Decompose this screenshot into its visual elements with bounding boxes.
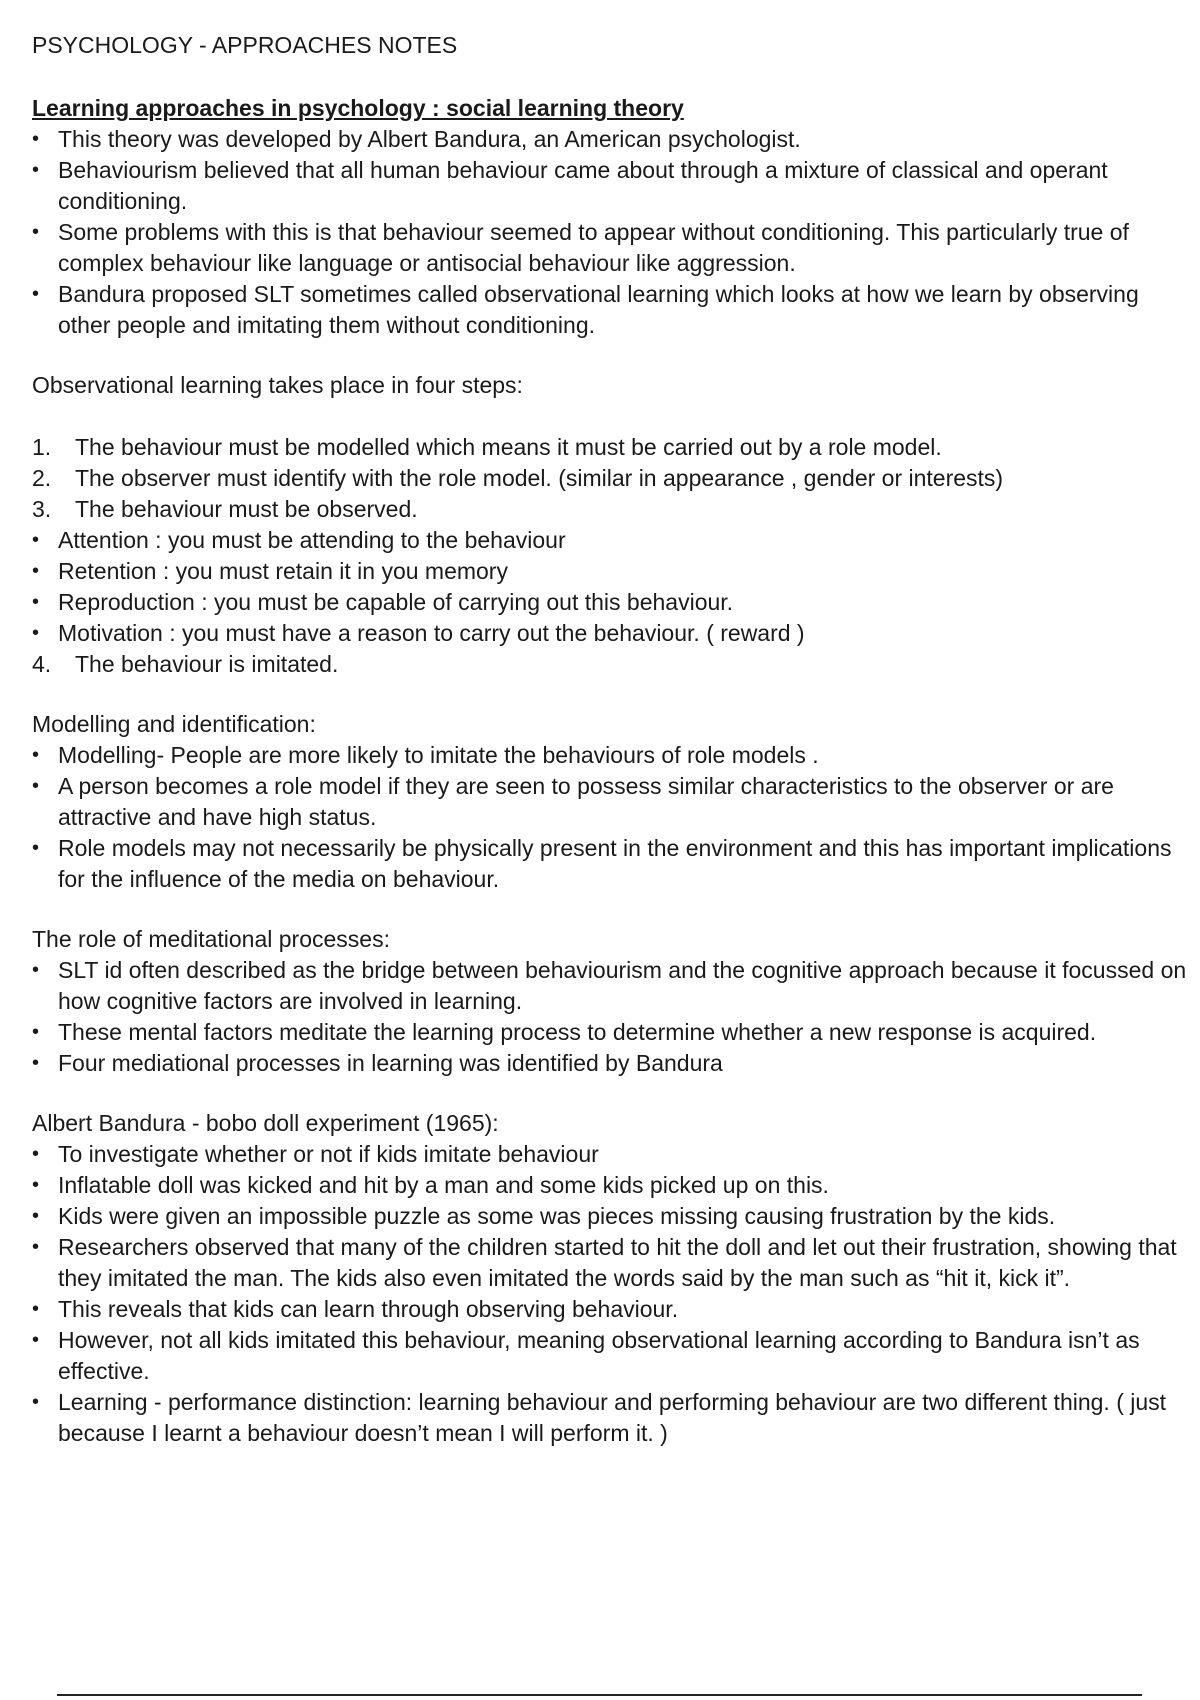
- list-item: • Motivation : you must have a reason to carry out the behaviour. ( reward ): [32, 618, 1192, 649]
- list-item: • Researchers observed that many of the children started to hit the doll and let out their frustration, showing that they imitated the man. The kids also even imitated the words said by the man such as “hit it, kick it”.: [32, 1232, 1192, 1294]
- step-number: 1.: [32, 434, 52, 460]
- document-title: PSYCHOLOGY - APPROACHES NOTES: [32, 32, 458, 58]
- intro-list: [32, 124, 1192, 341]
- step-text: The behaviour must be observed.: [75, 496, 418, 522]
- bobo-label: Albert Bandura - bobo doll experiment (1965):: [32, 1110, 499, 1136]
- list-item: • A person becomes a role model if they are seen to possess similar characteristics to the observer or are attractive and have high status.: [32, 771, 1192, 833]
- list-item: • Some problems with this is that behaviour seemed to appear without conditioning. This particularly true of complex behaviour like language or antisocial behaviour like aggression.: [32, 217, 1192, 279]
- list-item: • Kids were given an impossible puzzle as some was pieces missing causing frustration by the kids.: [32, 1201, 1192, 1232]
- list-item: • Inflatable doll was kicked and hit by a man and some kids picked up on this.: [32, 1170, 1192, 1201]
- list-item: • Four mediational processes in learning was identified by Bandura: [32, 1048, 1192, 1079]
- numbered-step: [32, 463, 1192, 494]
- mediational-label: The role of meditational processes:: [32, 926, 390, 952]
- document-page: [32, 30, 1192, 1449]
- mediational-list: [32, 955, 1192, 1079]
- list-item: • These mental factors meditate the learning process to determine whether a new response is acquired.: [32, 1017, 1192, 1048]
- steps-list: [32, 432, 1192, 680]
- step-text: The behaviour must be modelled which means it must be carried out by a role model.: [75, 434, 942, 460]
- numbered-step: [32, 649, 1192, 680]
- list-item: • However, not all kids imitated this behaviour, meaning observational learning according to Bandura isn’t as effective.: [32, 1325, 1192, 1387]
- list-item: • Reproduction : you must be capable of carrying out this behaviour.: [32, 587, 1192, 618]
- list-item: • Learning - performance distinction: learning behaviour and performing behaviour are two different thing. ( just because I learnt a behaviour doesn’t mean I will perform it. ): [32, 1387, 1192, 1449]
- modelling-list: [32, 740, 1192, 895]
- list-item: • This reveals that kids can learn through observing behaviour.: [32, 1294, 1192, 1325]
- numbered-step: [32, 432, 1192, 463]
- step-number: 2.: [32, 465, 52, 491]
- list-item: • Role models may not necessarily be physically present in the environment and this has important implications for the influence of the media on behaviour.: [32, 833, 1192, 895]
- footer-divider: [57, 1694, 1142, 1696]
- step-number: 3.: [32, 496, 52, 522]
- steps-label: Observational learning takes place in four steps:: [32, 372, 523, 398]
- bobo-list: [32, 1139, 1192, 1449]
- list-item: • Bandura proposed SLT sometimes called observational learning which looks at how we learn by observing other people and imitating them without conditioning.: [32, 279, 1192, 341]
- list-item: • To investigate whether or not if kids imitate behaviour: [32, 1139, 1192, 1170]
- list-item: • This theory was developed by Albert Bandura, an American psychologist.: [32, 124, 1192, 155]
- list-item: • Behaviourism believed that all human behaviour came about through a mixture of classical and operant conditioning.: [32, 155, 1192, 217]
- numbered-step: [32, 494, 1192, 525]
- list-item: • Attention : you must be attending to the behaviour: [32, 525, 1192, 556]
- step-number: 4.: [32, 651, 52, 677]
- step-text: The behaviour is imitated.: [75, 651, 339, 677]
- list-item: • Retention : you must retain it in you memory: [32, 556, 1192, 587]
- list-item: • SLT id often described as the bridge between behaviourism and the cognitive approach because it focussed on how cognitive factors are involved in learning.: [32, 955, 1192, 1017]
- section-heading: Learning approaches in psychology : social learning theory: [32, 95, 684, 121]
- step3-sublist: [32, 525, 1192, 649]
- list-item: • Modelling- People are more likely to imitate the behaviours of role models .: [32, 740, 1192, 771]
- modelling-label: Modelling and identification:: [32, 711, 316, 737]
- step-text: The observer must identify with the role model. (similar in appearance , gender or interests): [75, 465, 1004, 491]
